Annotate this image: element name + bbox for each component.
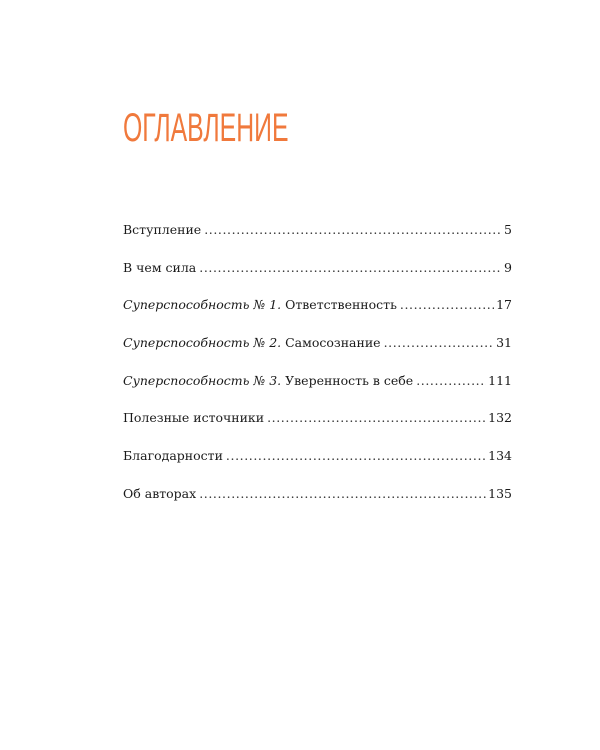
toc-entry-title: В чем сила [123, 259, 197, 275]
toc-entry[interactable] [123, 441, 512, 479]
dot-leader [204, 215, 502, 245]
toc-entry-prefix: Суперспособность № 1. [123, 297, 282, 313]
dot-leader [199, 479, 486, 509]
page-title: ОГЛАВЛЕНИЕ [123, 106, 289, 150]
dot-leader [416, 366, 486, 396]
toc-page-number: 5 [504, 222, 512, 237]
table-of-contents [123, 215, 512, 517]
toc-entry-label [123, 441, 223, 471]
dot-leader [267, 403, 486, 433]
toc-entry-label [123, 215, 201, 245]
toc-entry-title: Ответственность [285, 297, 397, 313]
toc-entry-label [123, 403, 264, 433]
toc-page-number: 31 [496, 335, 512, 351]
toc-entry-label [123, 290, 397, 320]
toc-entry-label [123, 328, 381, 358]
toc-entry-title: Уверенность в себе [285, 372, 414, 388]
toc-entry-title: Об авторах [123, 485, 197, 501]
toc-entry[interactable] [123, 215, 512, 253]
toc-page-number: 9 [504, 259, 512, 275]
toc-entry-label [123, 366, 413, 396]
toc-entry[interactable] [123, 290, 512, 328]
toc-entry[interactable] [123, 328, 512, 366]
dot-leader [400, 290, 494, 320]
toc-entry-title: Благодарности [123, 448, 223, 464]
toc-entry-prefix: Суперспособность № 2. [123, 335, 282, 351]
toc-page-number: 132 [488, 410, 512, 426]
toc-page-number: 111 [488, 372, 512, 388]
toc-page-number: 17 [496, 297, 512, 313]
dot-leader [199, 253, 502, 283]
toc-entry-label [123, 253, 196, 283]
toc-entry[interactable] [123, 366, 512, 404]
toc-entry[interactable] [123, 403, 512, 441]
dot-leader [226, 441, 486, 471]
toc-entry-title: Полезные источники [123, 410, 265, 426]
toc-entry-prefix: Суперспособность № 3. [123, 372, 282, 388]
toc-page-number: 135 [488, 485, 512, 501]
toc-page-number: 134 [488, 448, 512, 464]
toc-entry-label [123, 479, 196, 509]
toc-entry-title: Вступление [123, 222, 202, 237]
dot-leader [384, 328, 495, 358]
toc-entry-title: Самосознание [285, 335, 381, 351]
toc-entry[interactable] [123, 253, 512, 291]
toc-entry[interactable] [123, 479, 512, 517]
